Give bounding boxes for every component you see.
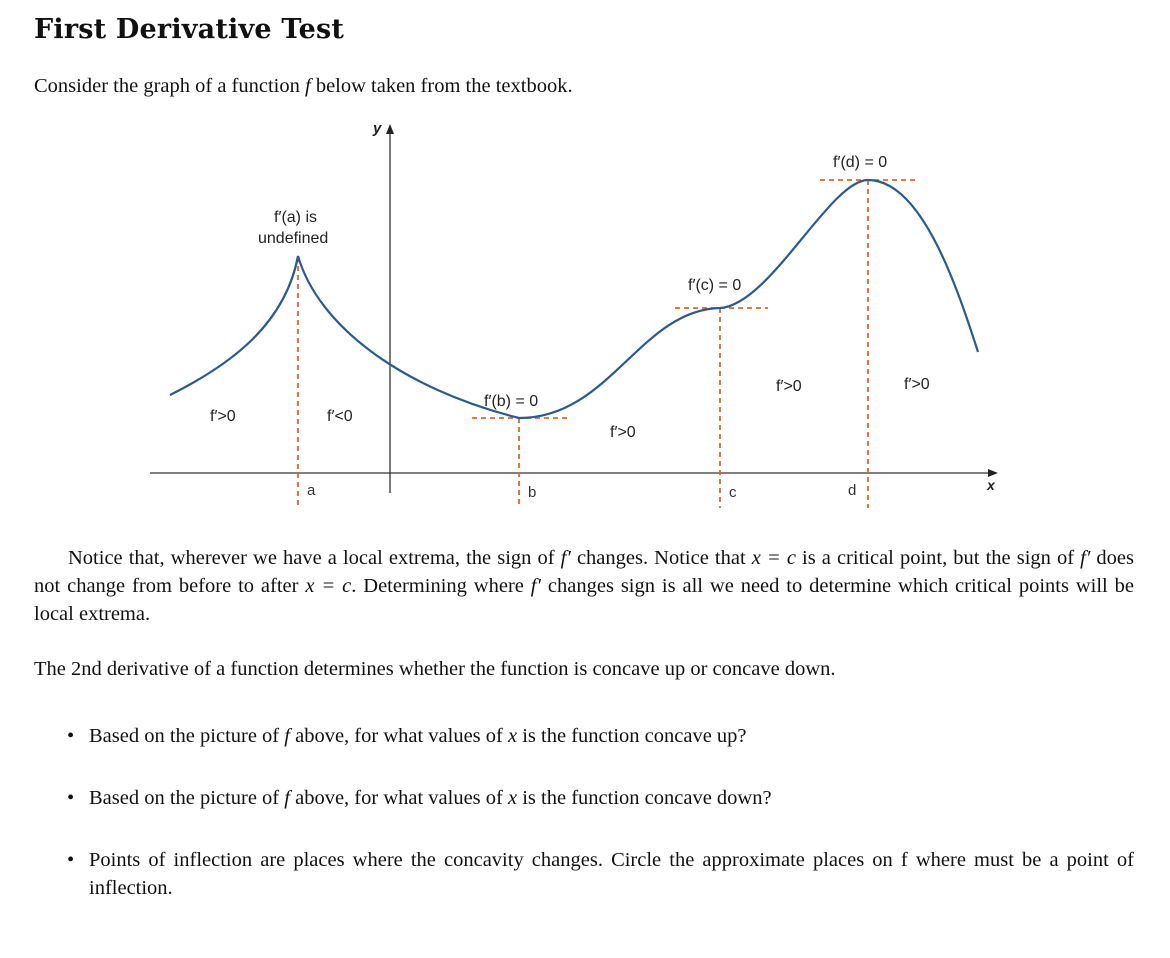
q2-text-1: Based on the picture of <box>89 787 285 809</box>
q1-text-1: Based on the picture of <box>89 725 285 747</box>
second-derivative-paragraph: The 2nd derivative of a function determines whether the function is concave up or concave down. <box>34 658 836 680</box>
question-inflection <box>34 846 1134 902</box>
tick-d: d <box>848 482 857 499</box>
annotation-fb: f′(b) = 0 <box>484 393 539 410</box>
sign-right: f′>0 <box>904 376 930 393</box>
sign-left: f′>0 <box>210 408 236 425</box>
notice-eq-2: x = c <box>305 575 352 597</box>
intro-text-end: below taken from the textbook. <box>310 75 573 97</box>
annotation-fa-line1: f′(a) is <box>274 209 317 226</box>
q3-text: Points of inflection are places where the concavity changes. Circle the approximate places on f where must be a point of inflection. <box>89 849 1134 899</box>
bullet-icon: • <box>67 849 75 871</box>
notice-text-3: is a critical point, but the sign of <box>795 547 1081 569</box>
tick-a: a <box>307 482 316 499</box>
question-concave-up <box>34 722 1134 750</box>
notice-text-1: Notice that, wherever we have a local extrema, the sign of <box>68 547 561 569</box>
annotation-fa-line2: undefined <box>258 230 329 247</box>
intro-fn: f <box>304 75 311 97</box>
q2-text-2: above, for what values of <box>289 787 508 809</box>
notice-text-4: does not change from before to after <box>34 547 1134 597</box>
tick-c: c <box>729 484 737 501</box>
page-title: First Derivative Test <box>34 14 345 45</box>
annotation-fc: f′(c) = 0 <box>688 277 742 294</box>
intro-text: Consider the graph of a function <box>34 75 305 97</box>
notice-text-2: changes. Notice that <box>570 547 752 569</box>
sign-c-d: f′>0 <box>776 378 802 395</box>
q1-fn: f <box>284 725 290 747</box>
sign-b-c: f′>0 <box>610 424 636 441</box>
x-axis-arrow-icon <box>988 469 998 477</box>
sign-a-b: f′<0 <box>327 408 353 425</box>
q1-text-3: is the function concave up? <box>517 725 747 747</box>
q2-text-3: is the function concave down? <box>517 787 772 809</box>
notice-paragraph <box>34 544 1134 628</box>
notice-text-6: changes sign is all we need to determine which critical points will be local extrema. <box>34 575 1135 625</box>
notice-text-5: . Determining where <box>351 575 531 597</box>
q1-var: x <box>508 725 518 747</box>
y-axis-arrow-icon <box>386 124 394 134</box>
notice-fprime-3: f′ <box>530 575 541 597</box>
q2-var: x <box>508 787 518 809</box>
y-axis-label: y <box>373 120 382 137</box>
q1-text-2: above, for what values of <box>289 725 508 747</box>
critical-point-guides <box>298 180 918 508</box>
bullet-icon: • <box>67 725 75 747</box>
notice-fprime-2: f′ <box>1080 547 1091 569</box>
function-graph <box>0 110 1170 520</box>
bullet-icon: • <box>67 787 75 809</box>
q2-fn: f <box>284 787 290 809</box>
x-axis-label: x <box>987 477 995 493</box>
intro-paragraph <box>34 72 1134 100</box>
tick-b: b <box>528 484 537 501</box>
question-concave-down <box>34 784 1134 812</box>
notice-fprime-1: f′ <box>560 547 571 569</box>
question-list <box>34 722 1134 902</box>
annotation-fd: f′(d) = 0 <box>833 154 888 171</box>
notice-eq-1: x = c <box>751 547 796 569</box>
